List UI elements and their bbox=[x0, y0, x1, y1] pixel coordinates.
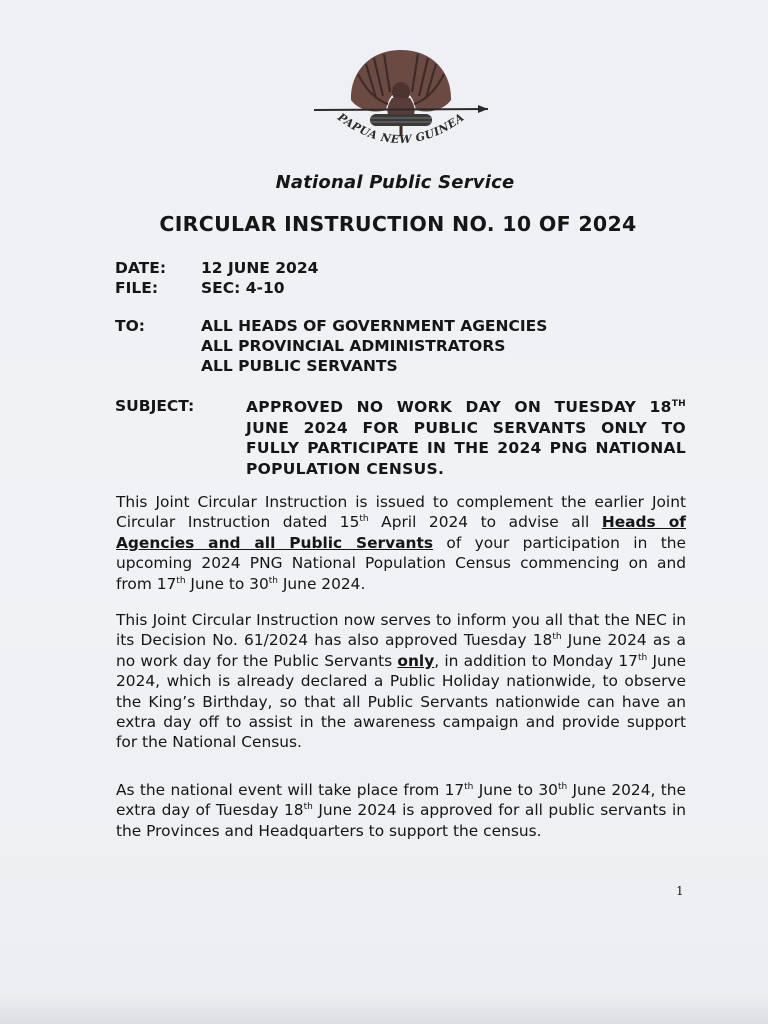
ordinal-suffix: th bbox=[552, 632, 562, 643]
paragraph-3-text: June 2024, the extra day of Tuesday 18 bbox=[116, 781, 686, 820]
to-label: TO: bbox=[115, 317, 145, 335]
ordinal-suffix: th bbox=[268, 575, 278, 586]
ordinal-suffix: th bbox=[464, 781, 474, 792]
paragraph-3-text: June 2024 is approved for all public servants in the Provinces and Headquarters to support the census. bbox=[116, 801, 686, 840]
paragraph-2-text: June 2024 as a no work day for the Public Servants bbox=[116, 631, 686, 670]
ordinal-suffix: th bbox=[303, 802, 313, 813]
subject-label: SUBJECT: bbox=[115, 397, 195, 415]
paragraph-2-text: June 2024, which is already declared a Public Holiday nationwide, to observe the King’s Birthday, so that all Public Servants nationwide can have an extra day off to assist in the awareness campaign and provide support for the National Census. bbox=[116, 651, 686, 752]
paragraph-1-text: This Joint Circular Instruction is issued to complement the earlier Joint Circular Instruction dated 15 bbox=[116, 493, 686, 532]
date-label: DATE: bbox=[115, 259, 167, 277]
emblem-caption: PAPUA NEW GUINEA bbox=[335, 110, 467, 147]
subject-superscript: TH bbox=[671, 399, 686, 409]
ordinal-suffix: th bbox=[557, 781, 568, 792]
subject-line-2: JUNE 2024 FOR PUBLIC SERVANTS ONLY TO FULLY PARTICIPATE IN THE 2024 PNG NATIONAL POPULATION CENSUS. bbox=[246, 418, 686, 478]
subject-line-1: APPROVED NO WORK DAY ON TUESDAY 18 bbox=[246, 398, 672, 417]
paragraph-1 bbox=[116, 492, 686, 594]
recipient-public-servants: ALL PUBLIC SERVANTS bbox=[201, 357, 398, 375]
paragraph-3 bbox=[116, 780, 686, 841]
paragraph-2-text: , in addition to Monday 17 bbox=[434, 651, 638, 670]
paragraph-1-text: June to 30 bbox=[185, 574, 269, 593]
paragraph-3-text: As the national event will take place from 17 bbox=[116, 781, 465, 799]
ordinal-suffix: th bbox=[359, 514, 369, 525]
date-value: 12 JUNE 2024 bbox=[201, 259, 319, 277]
paragraph-3-text: June to 30 bbox=[473, 781, 558, 799]
file-value: SEC: 4-10 bbox=[201, 279, 285, 297]
paragraph-1-emphasis: Heads of Agencies and all Public Servants bbox=[116, 513, 686, 552]
organization-name: National Public Service bbox=[275, 172, 515, 193]
recipient-heads-of-agencies: ALL HEADS OF GOVERNMENT AGENCIES bbox=[201, 317, 548, 335]
paragraph-1-text: June 2024. bbox=[278, 574, 366, 593]
file-label: FILE: bbox=[115, 279, 159, 297]
png-national-emblem bbox=[306, 40, 496, 170]
page-number: 1 bbox=[676, 884, 684, 898]
circular-title: CIRCULAR INSTRUCTION NO. 10 OF 2024 bbox=[159, 212, 637, 236]
paragraph-2-emphasis: only bbox=[397, 651, 435, 670]
ordinal-suffix: th bbox=[637, 652, 648, 663]
ordinal-suffix: th bbox=[176, 575, 186, 586]
subject-text bbox=[246, 394, 686, 479]
recipient-provincial-administrators: ALL PROVINCIAL ADMINISTRATORS bbox=[201, 337, 506, 355]
paragraph-2-text: This Joint Circular Instruction now serves to inform you all that the NEC in its Decision No. 61/2024 has also approved Tuesday 18 bbox=[116, 611, 686, 650]
paragraph-2 bbox=[116, 610, 686, 753]
paragraph-1-text: of your participation in the upcoming 2024 PNG National Population Census commencing on and from 17 bbox=[116, 533, 686, 593]
paragraph-1-text: April 2024 to advise all bbox=[368, 513, 602, 532]
